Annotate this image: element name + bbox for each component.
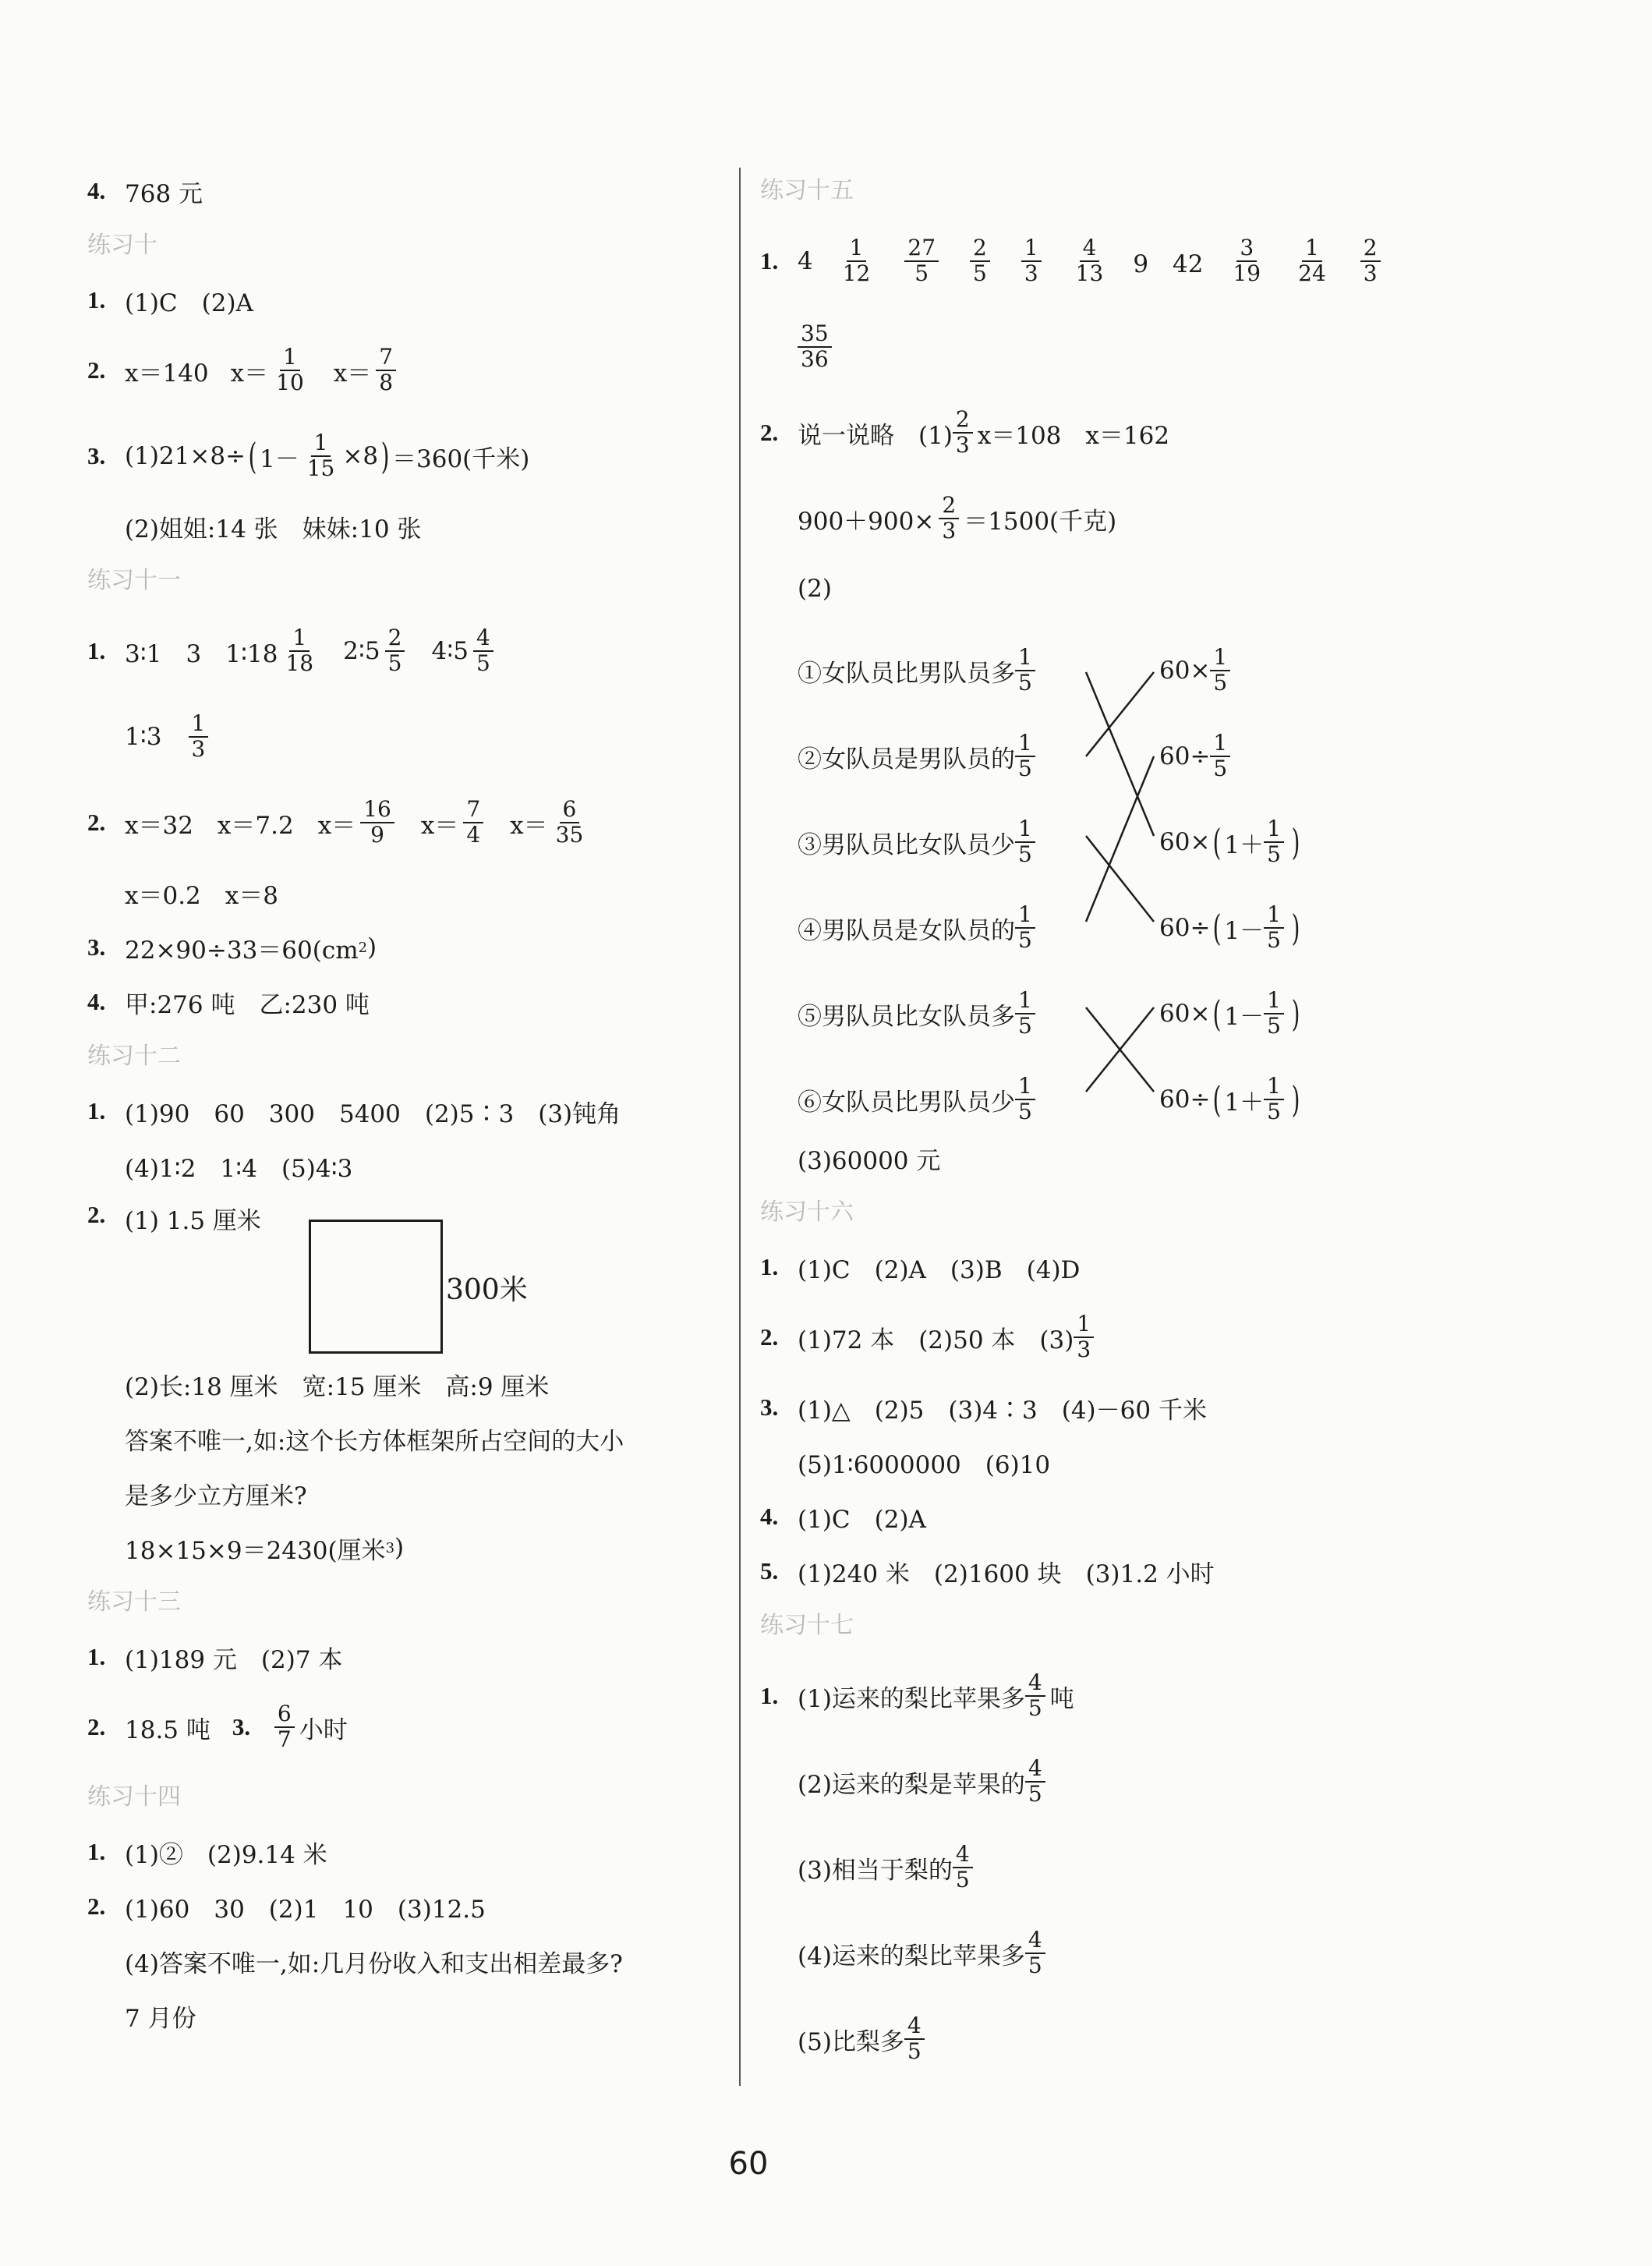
match-right-5: 60× ( 1－ $\frac{1}{5}$ )	[1159, 987, 1300, 1039]
left-column	[87, 164, 727, 2043]
answer-line: 4. (1)C (2)A	[760, 1503, 926, 1534]
answer-line: 2. (1)60 30 (2)1 10 (3)12.5	[87, 1892, 486, 1924]
answer-line: (2)长:18 厘米 宽:15 厘米 高:9 厘米	[125, 1372, 550, 1401]
answer-line: 2. (1)72 本 (2)50 本 (3) $\frac{1}{3}$	[760, 1294, 1540, 1380]
answer-line: 是多少立方厘米?	[125, 1482, 307, 1510]
square-side-label: 300米	[446, 1274, 528, 1306]
match-line	[1086, 836, 1154, 922]
match-left-5: ⑤男队员比女队员多 $\frac{1}{5}$	[798, 975, 1040, 1053]
match-left-6: ⑥女队员比男队员少 $\frac{1}{5}$	[798, 1060, 1040, 1138]
match-right-2: 60÷ $\frac{1}{5}$	[1159, 717, 1235, 795]
answer-line: (3)相当于梨的 $\frac{4}{5}$	[760, 1825, 1540, 1910]
fraction: $\frac{4}{5}$	[1025, 1671, 1045, 1721]
answer-line: (3)60000 元	[798, 1146, 941, 1175]
answer-line: 1. (1)90 60 300 5400 (2)5∶3 (3)钝角	[87, 1097, 621, 1128]
match-left-2: ②女队员是男队员的 $\frac{1}{5}$	[798, 717, 1040, 795]
answer-line: 1. (1)② (2)9.14 米	[87, 1838, 327, 1869]
answer-line: 1. (1)189 元 (2)7 本	[87, 1643, 343, 1674]
answer-line: (2)姐姐:14 张 妹妹:10 张	[125, 515, 422, 543]
fraction: $\frac{2}{5}$	[970, 236, 990, 286]
answer-line: 2. 说一说略 (1) $\frac{2}{3}$ x＝108 x＝162	[760, 406, 1170, 458]
answer-line: (4)运来的梨比苹果多 $\frac{4}{5}$	[760, 1910, 1540, 1996]
match-right-6: 60÷ ( 1＋ $\frac{1}{5}$ )	[1159, 1073, 1300, 1124]
fraction: $\frac{2}{3}$	[1360, 236, 1381, 286]
fraction: $\frac{3}{19}$	[1233, 235, 1261, 286]
answer-line: 答案不唯一,如:这个长方体框架所占空间的大小	[125, 1427, 624, 1456]
answer-line: 7 月份	[125, 2004, 196, 2033]
answer-line: 2. 18.5 吨 3. $\frac{6}{7}$ 小时	[87, 1701, 348, 1752]
fraction: $\frac{4}{5}$	[1025, 1928, 1045, 1978]
answer-line-with-square: 2. (1) 1.5 厘米 300米	[87, 1193, 727, 1357]
fraction: $\frac{16}{9}$	[360, 798, 394, 848]
answer-line: 1. (1)C (2)A (3)B (4)D	[760, 1253, 1081, 1284]
fraction: $\frac{35}{36}$	[798, 322, 832, 372]
answer-line: 3. (1)21×8÷ ( 1－ $\frac{1}{15}$ ×8 ) ＝360(千米)	[87, 430, 530, 481]
answer-line: 1. (1)运来的梨比苹果多 $\frac{4}{5}$ 吨	[760, 1669, 1074, 1721]
fraction: $\frac{4}{13}$	[1075, 235, 1104, 286]
section-heading-10: 练习十	[87, 232, 157, 259]
answer-line: 2. x＝32 x＝7.2 x＝ $\frac{16}{9}$ x＝ $\frac{7}{4}$ x＝ $\frac{6}{35}$	[87, 780, 727, 866]
answer-line: 900＋900× $\frac{2}{3}$ ＝1500(千克)	[798, 492, 1117, 543]
column-divider	[739, 168, 741, 2086]
answer-line: x＝0.2 x＝8	[125, 881, 278, 910]
fraction: $\frac{1}{3}$	[1021, 236, 1042, 286]
match-left-3: ③男队员比女队员少 $\frac{1}{5}$	[798, 803, 1040, 881]
fraction: $\frac{27}{5}$	[904, 236, 939, 286]
answer-line: 5. (1)240 米 (2)1600 块 (3)1.2 小时	[760, 1557, 1215, 1588]
match-right-1: 60× $\frac{1}{5}$	[1159, 632, 1235, 710]
section-heading-14: 练习十四	[87, 1783, 181, 1811]
fraction: $\frac{6}{7}$	[274, 1702, 295, 1752]
fraction: $\frac{1}{15}$	[306, 430, 335, 481]
answer-line: (4)答案不唯一,如:几月份收入和支出相差最多?	[125, 1949, 623, 1978]
fraction: $\frac{4}{5}$	[473, 626, 493, 676]
fraction: $\frac{6}{35}$	[555, 796, 584, 848]
answer-line: (2)运来的梨是苹果的 $\frac{4}{5}$	[760, 1739, 1540, 1825]
right-column	[760, 164, 1540, 2082]
match-line	[1086, 672, 1154, 836]
answer-line: 2. x＝140 x＝ $\frac{1}{10}$ x＝ $\frac{7}{8}$	[87, 328, 727, 413]
section-heading-15: 练习十五	[760, 177, 854, 204]
answer-line: 4. 768 元	[87, 177, 203, 208]
match-left-1: ①女队员比男队员多 $\frac{1}{5}$	[798, 632, 1040, 710]
section-heading-11: 练习十一	[87, 567, 181, 594]
answer-line: 18×15×9＝2430(厘米 3 )	[125, 1534, 405, 1565]
fraction: $\frac{2}{5}$	[385, 626, 405, 676]
answer-line	[760, 304, 1540, 390]
fraction: $\frac{7}{4}$	[463, 798, 483, 848]
answer-line: (5)1∶6000000 (6)10	[798, 1450, 1051, 1479]
matching-diagram	[760, 616, 1540, 1131]
section-heading-13: 练习十三	[87, 1588, 181, 1616]
answer-line: (5)比梨多 $\frac{4}{5}$	[760, 1996, 1540, 2082]
section-heading-16: 练习十六	[760, 1199, 854, 1226]
section-heading-17: 练习十七	[760, 1612, 854, 1639]
answer-line: 4. 甲:276 吨 乙:230 吨	[87, 988, 370, 1019]
answer-line: (4)1∶2 1∶4 (5)4∶3	[125, 1154, 353, 1183]
fraction: $\frac{1}{10}$	[276, 344, 304, 395]
fraction: $\frac{4}{5}$	[953, 1843, 973, 1892]
fraction: $\frac{4}{5}$	[1025, 1757, 1045, 1807]
fraction: $\frac{1}{3}$	[189, 712, 209, 762]
page-number: 60	[728, 2146, 769, 2182]
fraction: $\frac{4}{5}$	[904, 2014, 925, 2064]
match-line	[1086, 672, 1154, 756]
fraction: $\frac{1}{12}$	[842, 235, 871, 286]
square-figure	[309, 1220, 443, 1354]
match-right-4: 60÷ ( 1－ $\frac{1}{5}$ )	[1159, 901, 1300, 953]
answer-line: 3. 22×90÷33＝60(cm 2 )	[87, 933, 377, 965]
answer-line: 1∶3 $\frac{1}{3}$	[87, 694, 727, 780]
answer-line: 3. (1)△ (2)5 (3)4∶3 (4)－60 千米	[760, 1393, 1207, 1425]
match-left-4: ④男队员是女队员的 $\frac{1}{5}$	[798, 889, 1040, 967]
match-right-3: 60× ( 1＋ $\frac{1}{5}$ )	[1159, 816, 1300, 867]
answer-line: (2)	[798, 575, 832, 603]
match-line	[1086, 756, 1154, 922]
fraction: $\frac{1}{18}$	[285, 625, 314, 676]
section-heading-12: 练习十二	[87, 1043, 181, 1070]
fraction: $\frac{7}{8}$	[376, 345, 396, 395]
answer-line: 1. 4 $\frac{1}{12}$ $\frac{27}{5}$ $\frac{2}{5}$ $\frac{1}{3}$ $\frac{4}{13}$ 9 42 $\frac{3}{19}$ $\frac{1}{24}$ $\frac{2}{3}$	[760, 218, 1540, 304]
answer-line: 1. 3∶1 3 1∶18 $\frac{1}{18}$ 2∶5 $\frac{2}{5}$ 4∶5 $\frac{4}{5}$	[87, 608, 727, 694]
fraction: $\frac{2}{3}$	[953, 408, 973, 458]
answer-line: 1. (1)C (2)A	[87, 286, 253, 317]
fraction: $\frac{1}{3}$	[1074, 1312, 1094, 1362]
fraction: $\frac{1}{24}$	[1298, 235, 1326, 286]
fraction: $\frac{2}{3}$	[939, 494, 959, 543]
